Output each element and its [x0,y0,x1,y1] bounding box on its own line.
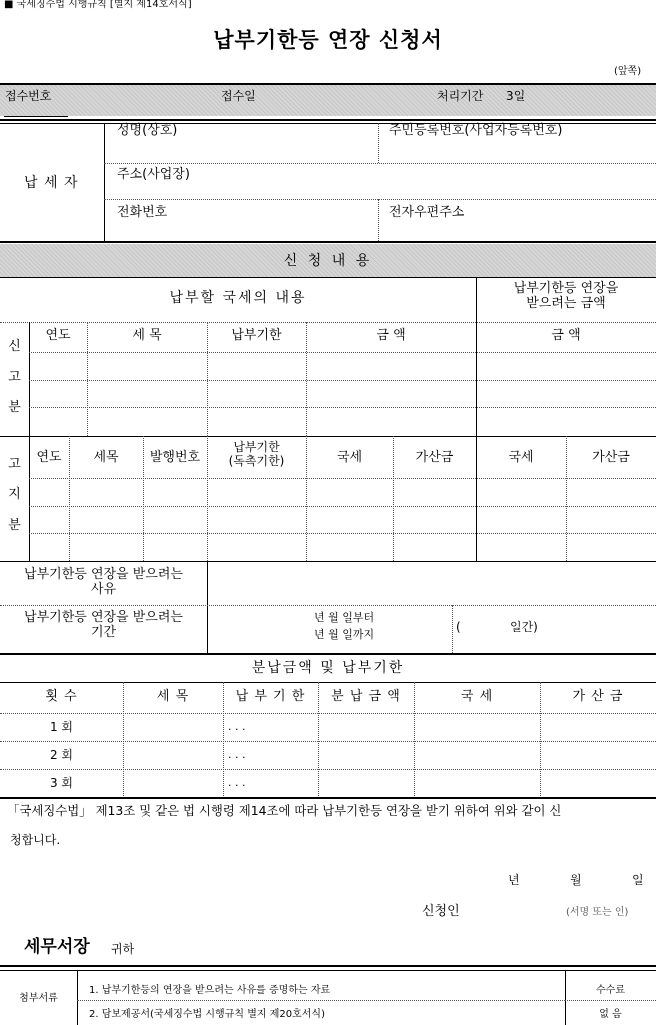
receipt-number-label: 접수번호 [5,89,52,103]
notice-col-national-tax: 국세 [336,450,363,465]
installment-row-3-due[interactable]: . . . [228,776,246,789]
report-side-char-2: 고 [8,370,21,385]
installment-row-1-round: 1 회 [49,720,74,734]
notice-col-ext-surcharge: 가산금 [592,450,630,465]
request-section-title: 신 청 내 용 [283,253,373,269]
taxpayer-section-label: 납 세 자 [24,175,79,191]
installment-col-national-tax: 국 세 [460,689,494,704]
declaration-line-1: 「국세징수법」 제13조 및 같은 법 시행령 제14조에 따라 납부기한등 연장을 받기 위하여 위와 같이 신 [7,803,562,818]
period-label: 납부기한등 연장을 받으려는 기간 [24,610,183,640]
form-reference: ■ 국세징수법 시행규칙 [별지 제14호서식] [4,0,192,10]
installment-row-2-round: 2 회 [49,748,74,762]
notice-col-ext-national-tax: 국세 [508,450,534,465]
receipt-row [0,85,656,116]
tax-content-header: 납부할 국세의 내용 [169,290,307,306]
report-side-char-1: 신 [8,339,21,354]
receipt-date-label: 접수일 [221,89,256,103]
period-days: 일간) [510,620,538,634]
processing-period-value: 3일 [506,89,526,103]
period-to[interactable]: 년 월 일까지 [314,628,375,641]
notice-col-year: 연도 [36,450,62,465]
installment-col-due-date: 납 부 기 한 [235,689,306,704]
installment-col-round: 횟 수 [45,689,78,704]
report-col-year: 연도 [45,328,71,343]
installment-section-title: 분납금액 및 납부기한 [251,660,405,676]
date-year: 년 [508,873,520,887]
notice-side-char-3: 분 [8,518,21,533]
processing-period-label: 처리기간 [437,89,484,103]
report-col-extension-amount: 금 액 [551,328,581,343]
signature-note: (서명 또는 인) [566,907,629,918]
name-field[interactable]: 성명(상호) [117,123,178,138]
fee-value: 없 음 [599,1009,622,1020]
installment-row-1-due[interactable]: . . . [228,720,246,733]
installment-col-tax-item: 세 목 [156,689,190,704]
recipient-suffix: 귀하 [111,942,135,956]
attachment-item-2: 2. 담보제공서(국세징수법 시행규칙 별지 제20호서식) [89,1009,325,1020]
notice-side-char-1: 고 [8,457,21,472]
date-month: 월 [570,873,582,887]
period-days-paren: ( [456,620,461,634]
declaration-line-2: 청합니다. [10,833,61,847]
notice-col-surcharge: 가산금 [415,450,454,465]
installment-col-surcharge: 가 산 금 [572,689,624,704]
phone-field[interactable]: 전화번호 [117,205,168,220]
installment-row-3-round: 3 회 [49,776,74,790]
reason-input[interactable] [208,562,656,605]
period-from[interactable]: 년 월 일부터 [314,611,375,624]
installment-row-2-due[interactable]: . . . [228,748,246,761]
attachment-item-1: 1. 납부기한등의 연장을 받으려는 사유를 증명하는 자료 [89,985,331,996]
form-title: 납부기한등 연장 신청서 [213,28,443,52]
notice-col-issue-number: 발행번호 [149,450,201,465]
recipient-office: 세무서장 [24,937,90,957]
notice-side-char-2: 지 [8,487,21,502]
extension-amount-header: 납부기한등 연장을 받으려는 금액 [513,281,619,311]
report-col-tax-item: 세 목 [132,328,162,343]
email-field[interactable]: 전자우편주소 [389,205,465,220]
attachments-label: 첨부서류 [19,993,58,1004]
report-side-char-3: 분 [8,400,21,415]
fee-label: 수수료 [596,985,625,996]
report-col-due-date: 납부기한 [231,328,282,343]
installment-col-amount: 분 납 금 액 [331,689,401,704]
resident-id-field[interactable]: 주민등록번호(사업자등록번호) [389,123,563,138]
reason-label: 납부기한등 연장을 받으려는 사유 [24,567,183,597]
applicant-label: 신청인 [422,904,460,919]
page-side-label: (앞쪽) [614,66,642,77]
notice-col-tax-item: 세목 [93,450,119,465]
report-col-amount: 금 액 [376,328,406,343]
address-field[interactable]: 주소(사업장) [117,167,190,182]
notice-col-due-date: 납부기한 (독촉기한) [228,440,285,468]
date-day: 일 [632,873,644,887]
